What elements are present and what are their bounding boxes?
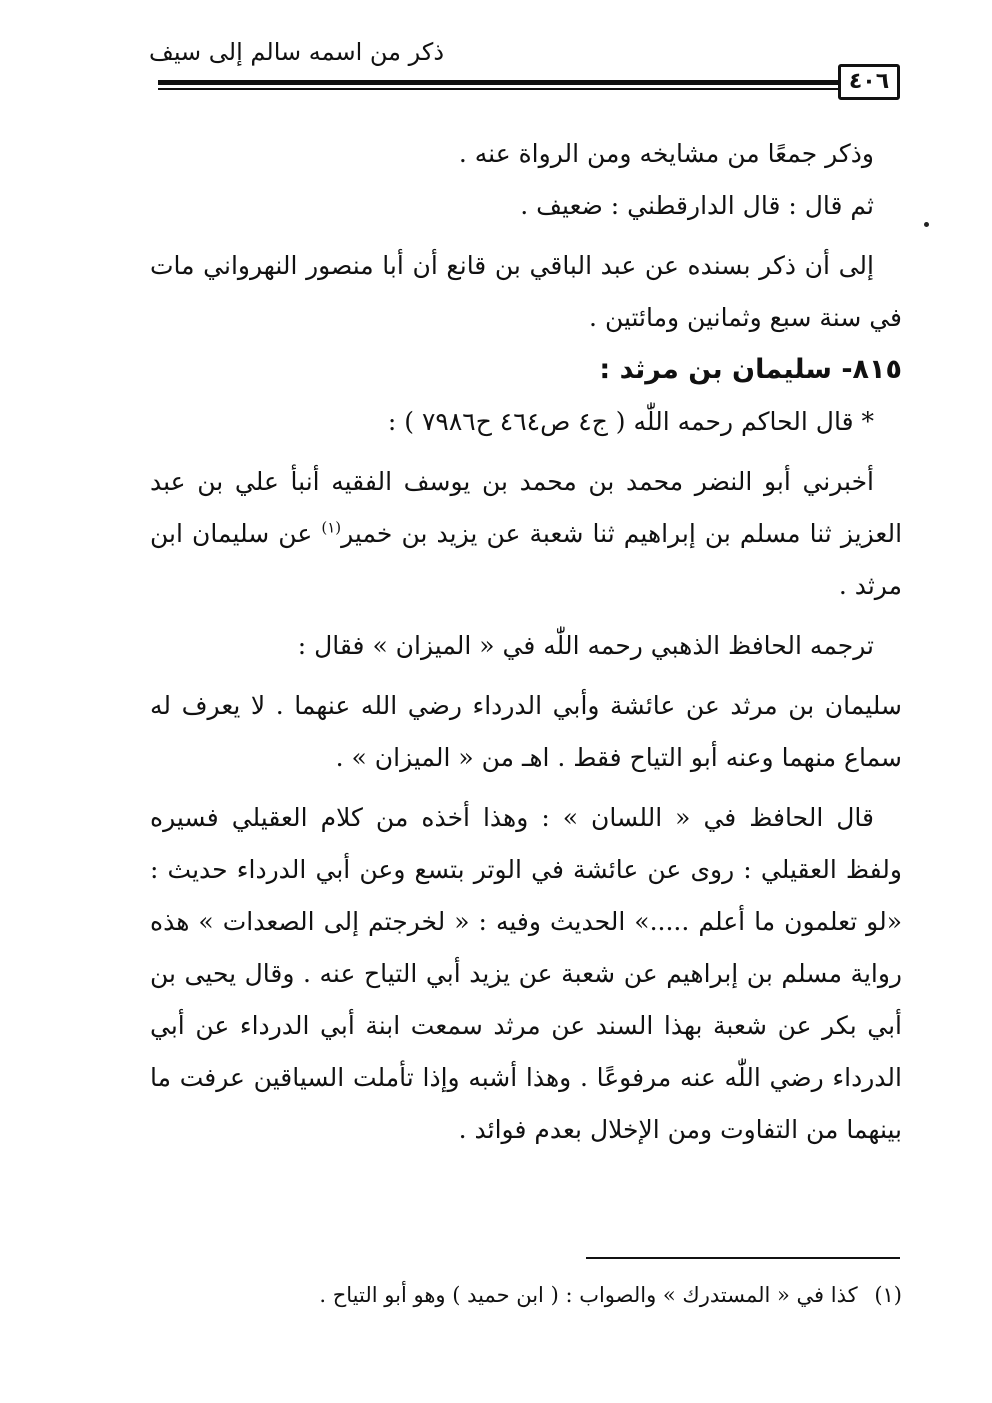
paragraph-3: إلى أن ذكر بسنده عن عبد الباقي بن قانع أن أبا منصور النهرواني مات في سنة سبع وثمانين ومائتين .: [150, 251, 902, 332]
header-rule: [158, 80, 840, 90]
entry-heading: ٨١٥- سليمان بن مرثد :: [599, 354, 902, 385]
header-rule-thick: [158, 80, 840, 85]
paragraph-6-part-2: عن سليمان ابن مرثد .: [150, 519, 902, 600]
paragraph-9: قال الحافظ في « اللسان » : وهذا أخذه من كلام العقيلي فسيره ولفظ العقيلي : روى عن عائشة في الوتر بتسع وعن أبي الدرداء حديث : «لو تعلمون ما أعلم .....» الحديث وفيه : « لخرجتم إلى الصعدات » هذه رواية مسلم بن إبراهيم عن شعبة عن يزيد أبي التياح عنه . وقال يحيى بن أبي بكر عن شعبة بهذا السند عن مرثد سمعت ابنة أبي الدرداء عن أبي الدرداء رضي اللّٰه عنه مرفوعًا . وهذا أشبه وإذا تأملت السياقين عرفت ما بينهما من التفاوت ومن الإخلال بعدم فوائد .: [150, 803, 902, 1144]
paragraph-5: * قال الحاكم رحمه اللّٰه ( ج٤ ص٤٦٤ ح٧٩٨٦ ) :: [387, 407, 874, 436]
footnote-rule: [586, 1257, 900, 1259]
paragraph-6-part-1: أخبرني أبو النضر محمد بن محمد بن يوسف الفقيه أنبأ علي بن عبد العزيز ثنا مسلم بن إبراهيم ثنا شعبة عن يزيد بن خمير: [150, 467, 903, 548]
footnote-reference: (١): [321, 518, 342, 537]
main-text: [150, 128, 902, 1156]
paragraph-6: [150, 456, 902, 612]
header-rule-thin: [158, 88, 840, 90]
footnote-text: كذا في « المستدرك » والصواب : ( ابن حميد ) وهو أبو التياح .: [319, 1283, 858, 1307]
page-number: ٤٠٦: [838, 64, 900, 100]
footnote-marker: (١): [874, 1283, 902, 1307]
paragraph-7: ترجمه الحافظ الذهبي رحمه اللّٰه في « الميزان » فقال :: [297, 631, 874, 660]
paragraph-1: وذكر جمعًا من مشايخه ومن الرواة عنه .: [458, 139, 874, 168]
footnote: [150, 1278, 902, 1312]
ink-dot: [924, 222, 929, 227]
running-title: ذكر من اسمه سالم إلى سيف: [148, 38, 444, 66]
paragraph-2: ثم قال : قال الدارقطني : ضعيف .: [520, 191, 874, 220]
paragraph-8: سليمان بن مرثد عن عائشة وأبي الدرداء رضي الله عنهما . لا يعرف له سماع منهما وعنه أبو التياح فقط . اهـ من « الميزان » .: [150, 691, 902, 772]
